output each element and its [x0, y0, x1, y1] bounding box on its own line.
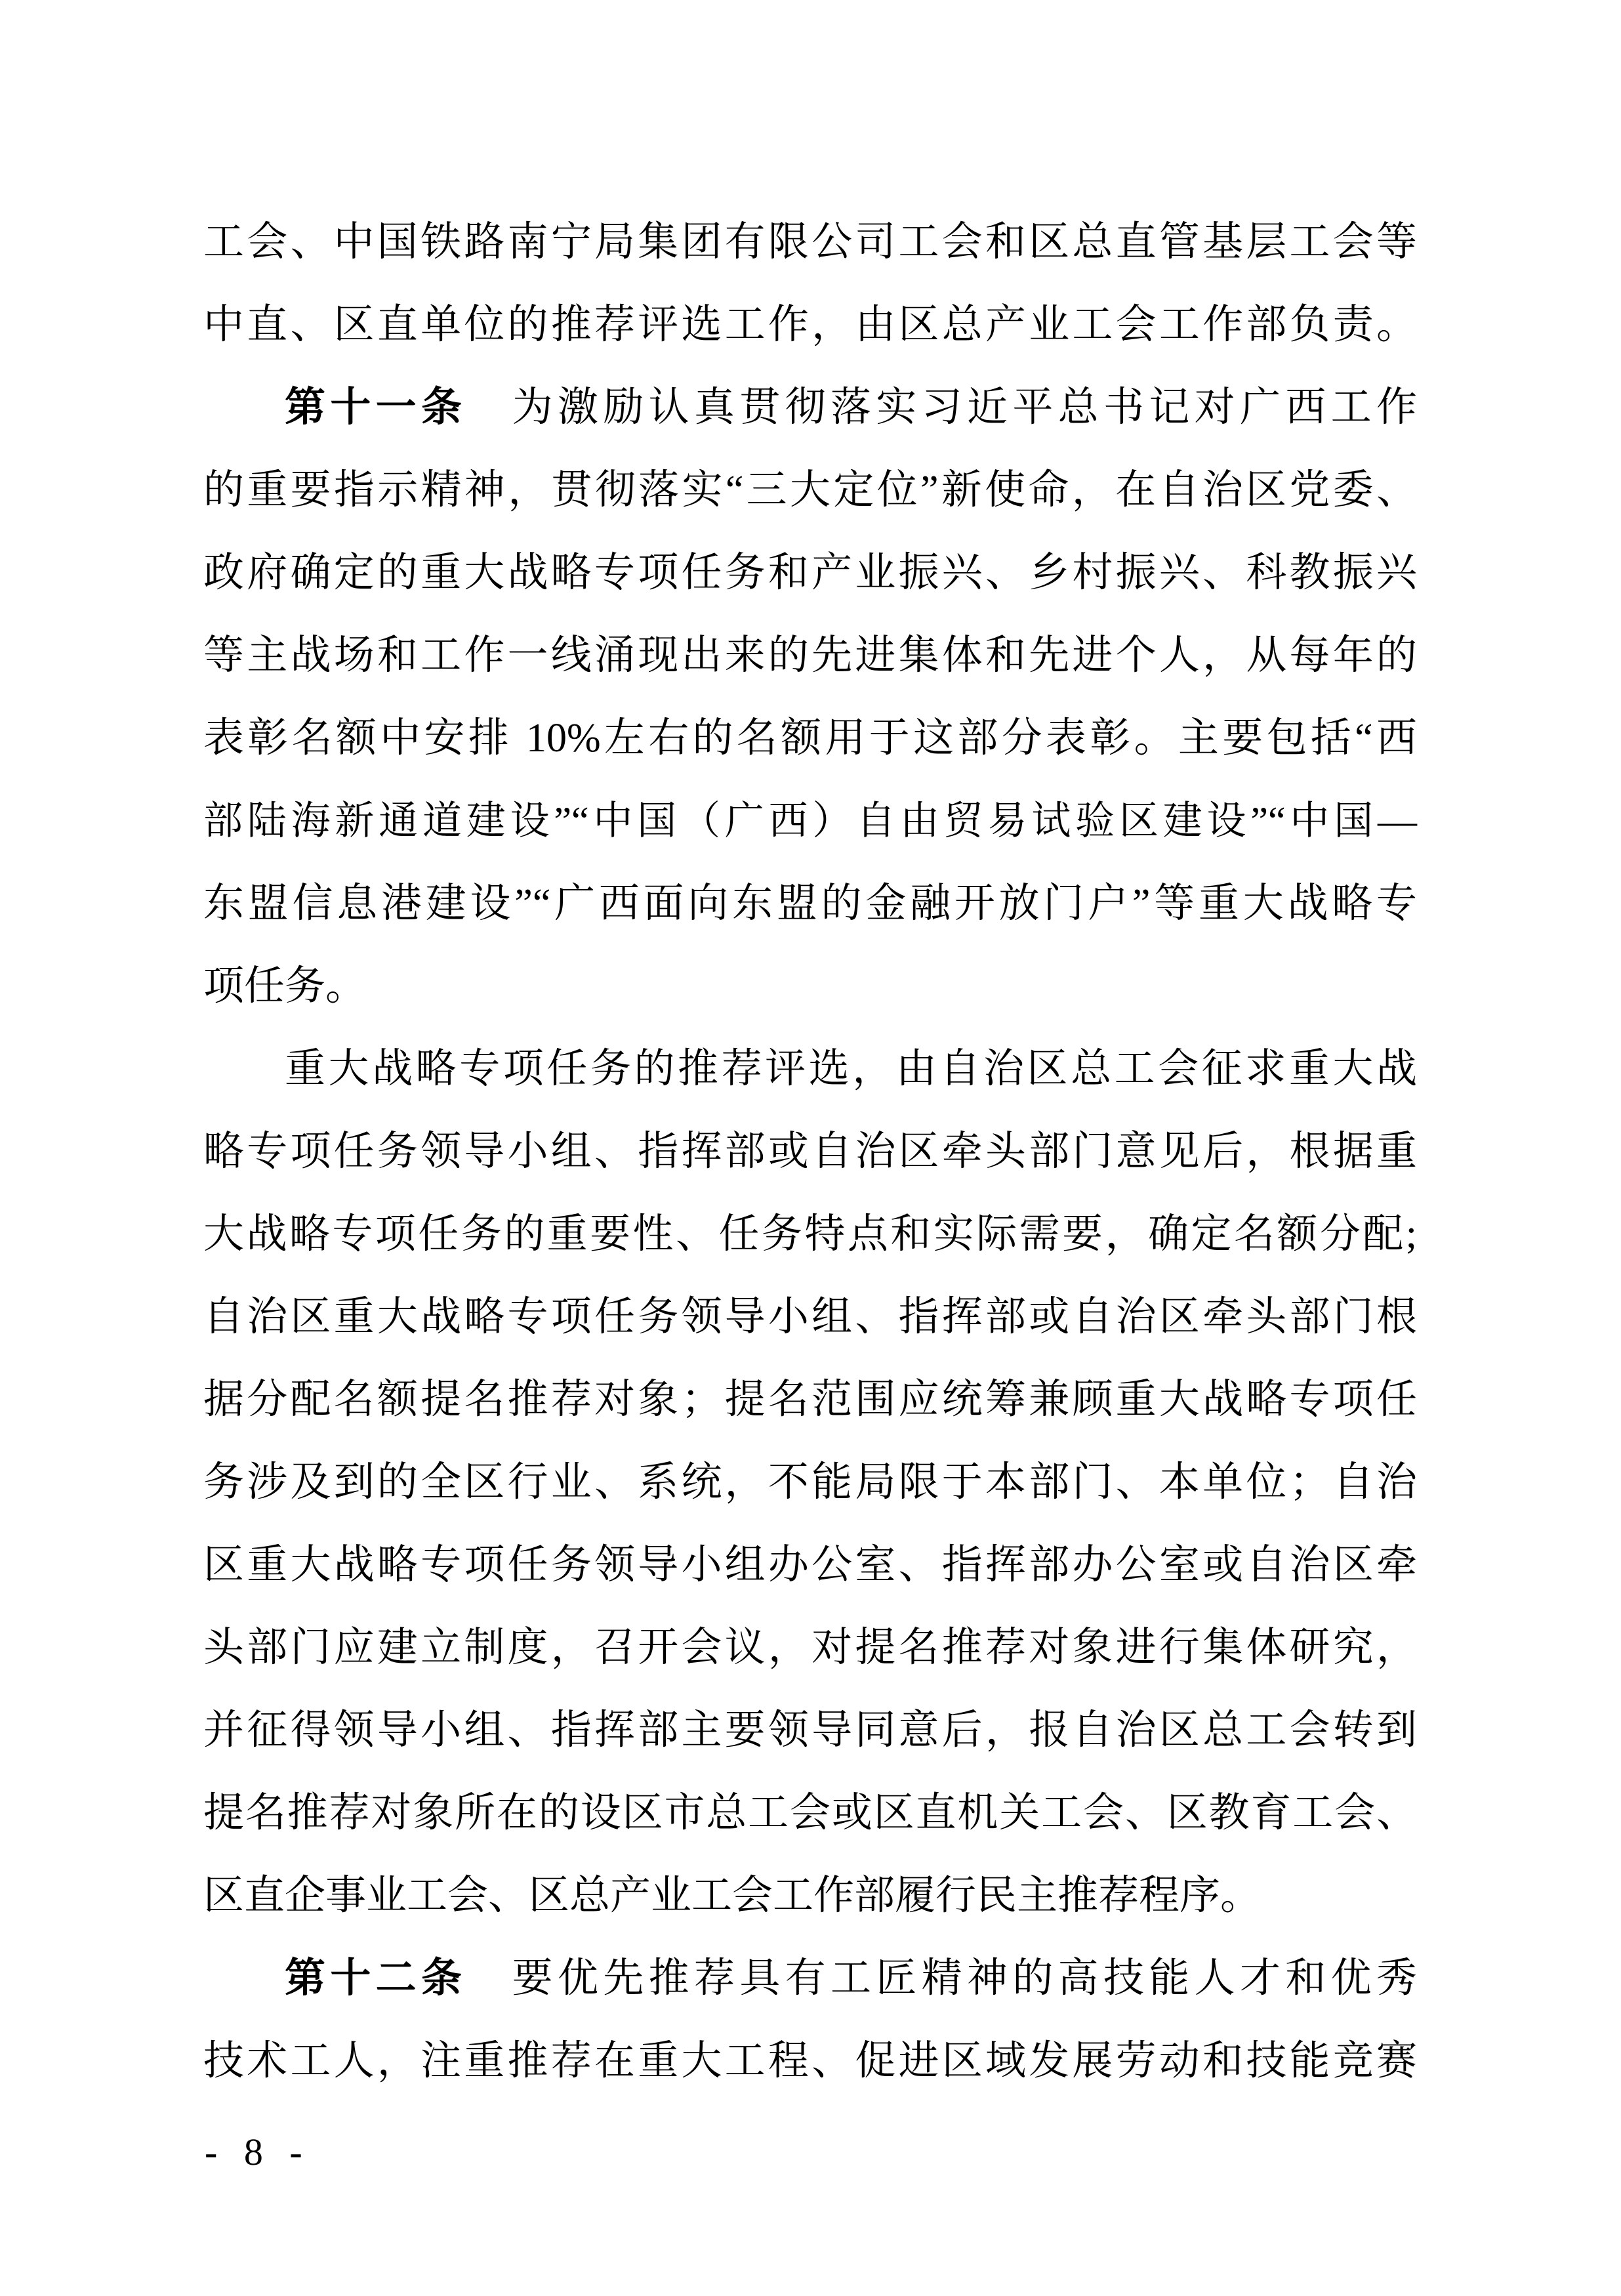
text-line: 提名推荐对象所在的设区市总工会或区直机关工会、区教育工会、	[203, 1791, 1417, 1835]
text-line: 政府确定的重大战略专项任务和产业振兴、乡村振兴、科教振兴	[203, 551, 1417, 595]
text-line: 区直企事业工会、区总产业工会工作部履行民主推荐程序。	[203, 1873, 1262, 1918]
text-line: 重大战略专项任务的推荐评选，由自治区总工会征求重大战	[285, 1047, 1417, 1091]
text-line: 务涉及到的全区行业、系统，不能局限于本部门、本单位；自治	[203, 1460, 1417, 1505]
text-line-article-12	[203, 1937, 1417, 2020]
text-line: 工会、中国铁路南宁局集团有限公司工会和区总直管基层工会等	[203, 220, 1417, 264]
text-line: 大战略专项任务的重要性、任务特点和实际需要，确定名额分配;	[203, 1212, 1417, 1257]
page-number: - 8 -	[205, 2131, 304, 2173]
text-line: 东盟信息港建设”“广西面向东盟的金融开放门户”等重大战略专	[203, 881, 1417, 926]
text-line: 技术工人，注重推荐在重大工程、促进区域发展劳动和技能竞赛	[203, 2039, 1417, 2083]
document-body	[203, 201, 1417, 2102]
text-line: 中直、区直单位的推荐评选工作，由区总产业工会工作部负责。	[203, 303, 1417, 347]
text-line-article-11	[203, 366, 1417, 449]
article-11-text: 为激励认真贯彻落实习近平总书记对广西工作	[466, 385, 1417, 430]
article-11-heading: 第十一条	[285, 385, 467, 430]
text-line: 头部门应建立制度，召开会议，对提名推荐对象进行集体研究，	[203, 1625, 1417, 1670]
article-12-text: 要优先推荐具有工匠精神的高技能人才和优秀	[466, 1956, 1417, 2001]
article-12-heading: 第十二条	[285, 1955, 467, 2001]
text-line: 自治区重大战略专项任务领导小组、指挥部或自治区牵头部门根	[203, 1295, 1417, 1339]
text-line: 部陆海新通道建设”“中国（广西）自由贸易试验区建设”“中国—	[203, 799, 1417, 843]
text-line: 表彰名额中安排 10%左右的名额用于这部分表彰。主要包括“西	[203, 716, 1417, 761]
text-line: 据分配名额提名推荐对象；提名范围应统筹兼顾重大战略专项任	[203, 1377, 1417, 1422]
text-line: 并征得领导小组、指挥部主要领导同意后，报自治区总工会转到	[203, 1708, 1417, 1753]
text-line: 项任务。	[203, 964, 367, 1009]
text-line: 的重要指示精神，贯彻落实“三大定位”新使命，在自治区党委、	[203, 468, 1417, 512]
text-line: 略专项任务领导小组、指挥部或自治区牵头部门意见后，根据重	[203, 1129, 1417, 1174]
text-line: 区重大战略专项任务领导小组办公室、指挥部办公室或自治区牵	[203, 1543, 1417, 1587]
text-line: 等主战场和工作一线涌现出来的先进集体和先进个人，从每年的	[203, 633, 1417, 678]
